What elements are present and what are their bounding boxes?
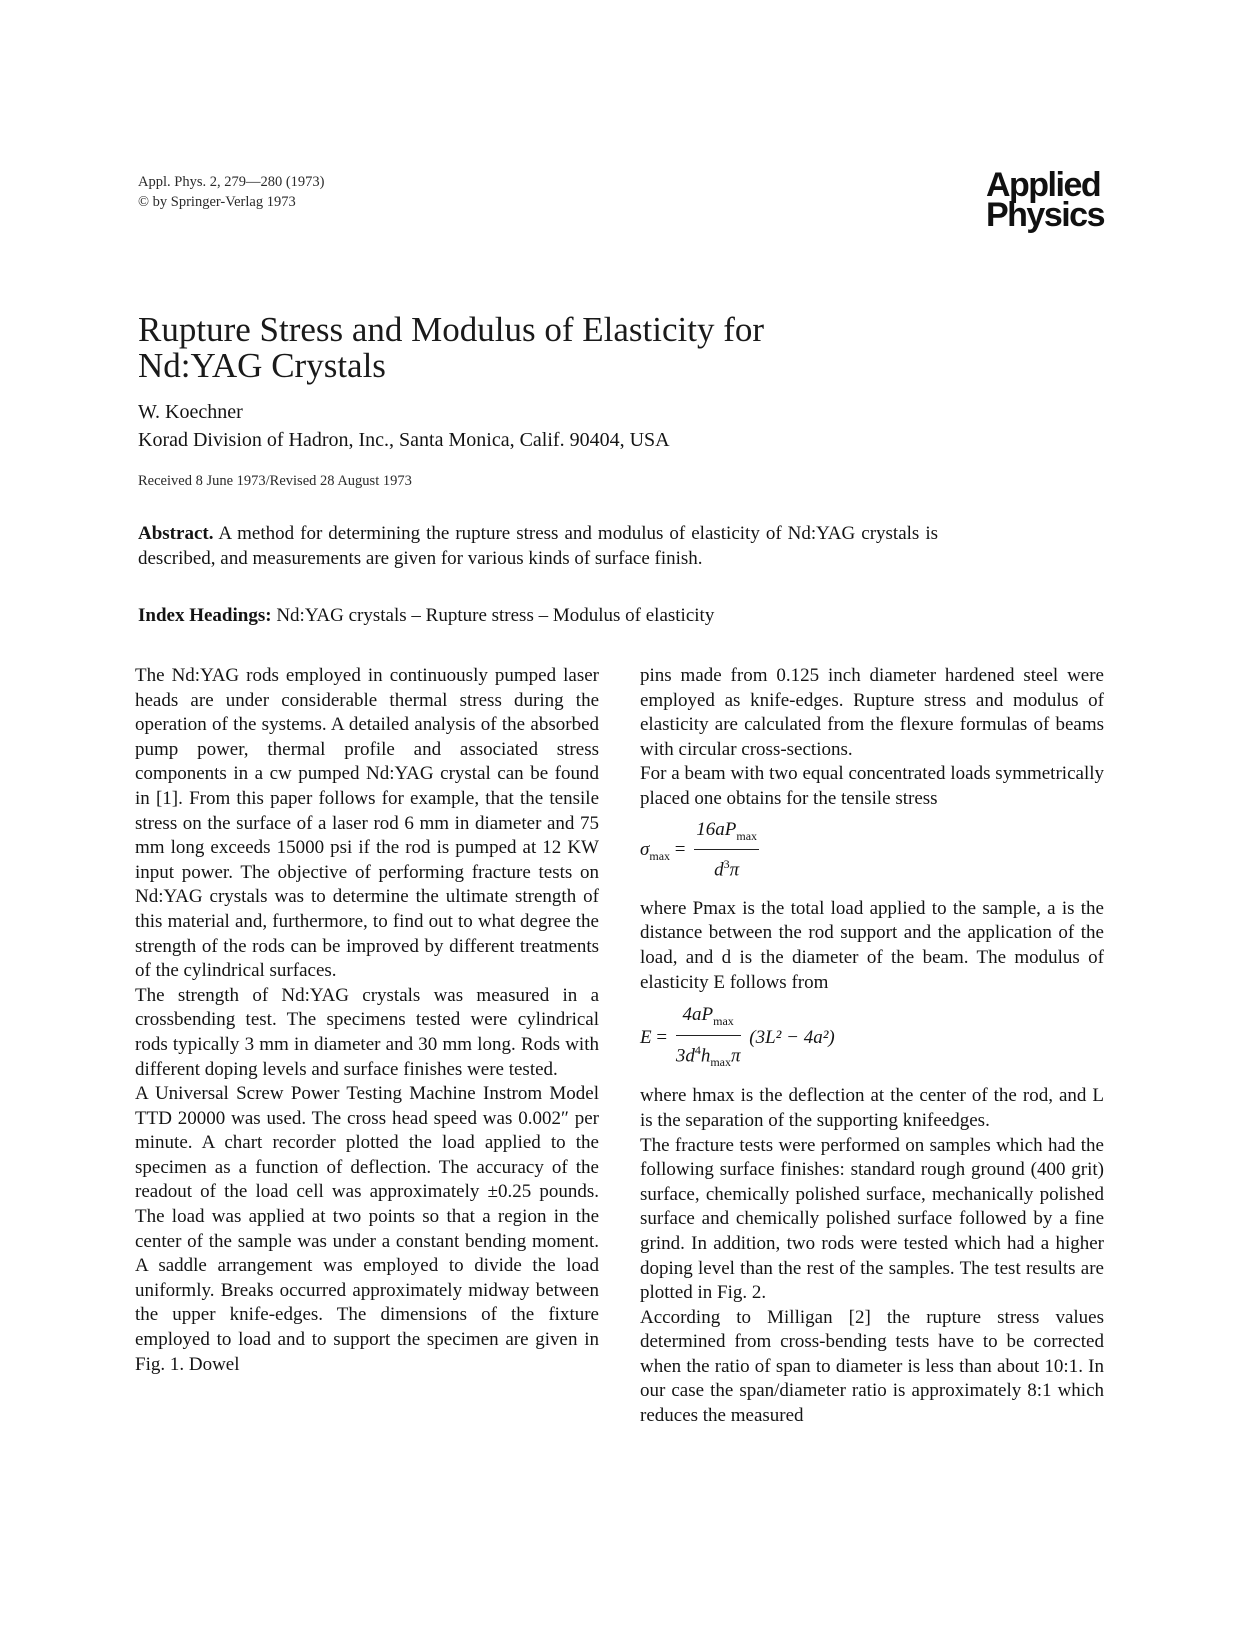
body-paragraph: The strength of Nd:YAG crystals was measured in a crossbending test. The specimens tested were cylindrical rods typically 3 mm in diameter and 30 mm long. Rods with different doping levels and surface finishes were tested. [135,984,599,1080]
copyright-line: © by Springer-Verlag 1973 [138,194,296,210]
journal-logo [985,166,1104,234]
eq1-lhs: σ [640,838,650,860]
abstract-label: Abstract. [138,523,214,544]
eq1-denominator: $d^3\pi$ [714,856,740,881]
eq2-lhs: E [640,1027,652,1049]
abstract-text: A method for determining the rupture stress and modulus of elasticity of Nd:YAG crystals is described, and measurements are given for various kinds of surface finish. [138,523,938,569]
body-column-right [640,664,1104,1429]
body-paragraph: where Pmax is the total load applied to the sample, a is the distance between the rod support and the application of the load, and d is the diameter of the beam. The modulus of elasticity E follows from [640,897,1104,993]
body-paragraph: The Nd:YAG rods employed in continuously pumped laser heads are under considerable thermal stress during the operation of the systems. A detailed analysis of the absorbed pump power, thermal profile and associated stress components in a cw pumped Nd:YAG crystal can be found in [1]. From this paper follows for example, that the tensile stress on the surface of a laser rod 6 mm in diameter and 75 mm long exceeds 15000 psi if the rod is pumped at 12 KW input power. The objective of performing fracture tests on Nd:YAG crystals was to determine the ultimate strength of this material and, furthermore, to find out to what degree the strength of the rods can be improved by different treatments of the cylindrical surfaces. [135,665,599,982]
citation-block [138,172,325,212]
received-date: Received 8 June 1973/Revised 28 August 1973 [138,473,412,489]
author-affiliation: Korad Division of Hadron, Inc., Santa Monica, Calif. 90404, USA [138,429,670,451]
body-paragraph: pins made from 0.125 inch diameter hardened steel were employed as knife-edges. Rupture stress and modulus of elasticity are calculated from the flexure formulas of beams with circular cross-sections. [640,665,1104,760]
body-column-left [135,664,599,1377]
abstract [138,522,938,571]
journal-logo-line1: Applied [985,166,1101,204]
article-title: Rupture Stress and Modulus of Elasticity for Nd:YAG Crystals [138,310,765,385]
eq2-tail: (3L² − 4a²) [749,1027,835,1049]
journal-logo-line2: Physics [985,196,1104,234]
equation-modulus: E = $\frac{4aP_{max}}{3d^4h_{max}\pi}$ (3L² − 4a²) [640,1003,1104,1074]
body-paragraph: The fracture tests were performed on samples which had the following surface finishes: standard rough ground (400 grit) surface, chemically polished surface, mechanically polished surface and chemically polished surface followed by a fine grind. In addition, two rods were tested which had a higher doping level than the rest of the samples. The test results are plotted in Fig. 2. [640,1134,1104,1304]
body-paragraph: For a beam with two equal concentrated loads symmetrically placed one obtains for the tensile stress [640,763,1104,809]
eq1-fraction [694,818,759,883]
eq2-numerator: $4aP_{max}$ [676,1003,741,1035]
journal-citation: Appl. Phys. 2, 279—280 (1973) [138,174,325,190]
index-headings [138,604,958,628]
index-headings-text: Nd:YAG crystals – Rupture stress – Modulus of elasticity [271,605,715,626]
author-name: W. Koechner [138,401,243,423]
eq2-denominator: $3d^4h_{max}\pi$ [675,1042,741,1069]
eq1-numerator: $16aP_{max}$ [694,818,759,850]
eq2-fraction [676,1003,741,1074]
index-headings-label: Index Headings: [138,605,272,626]
eq1-lhs-sub: max [649,848,671,863]
equation-tensile-stress: $\sigma_{max}$ = $\frac{16aP_{max}}{d^3\pi}$ [640,818,1104,883]
body-paragraph: According to Milligan [2] the rupture stress values determined from cross-bending tests have to be corrected when the ratio of span to diameter is less than about 10:1. In our case the span/diameter ratio is approximately 8:1 which reduces the measured [640,1306,1104,1427]
body-paragraph: A Universal Screw Power Testing Machine Instrom Model TTD 20000 was used. The cross head speed was 0.002″ per minute. A chart recorder plotted the load applied to the specimen as a function of deflection. The accuracy of the readout of the load cell was approximately ±0.25 pounds. The load was applied at two points so that a region in the center of the sample was under a constant bending moment. A saddle arrangement was employed to divide the load uniformly. Breaks occurred approximately midway between the upper knife-edges. The dimensions of the fixture employed to load and to support the specimen are given in Fig. 1. Dowel [135,1083,599,1375]
body-paragraph: where hmax is the deflection at the center of the rod, and L is the separation of the supporting knifeedges. [640,1085,1104,1131]
